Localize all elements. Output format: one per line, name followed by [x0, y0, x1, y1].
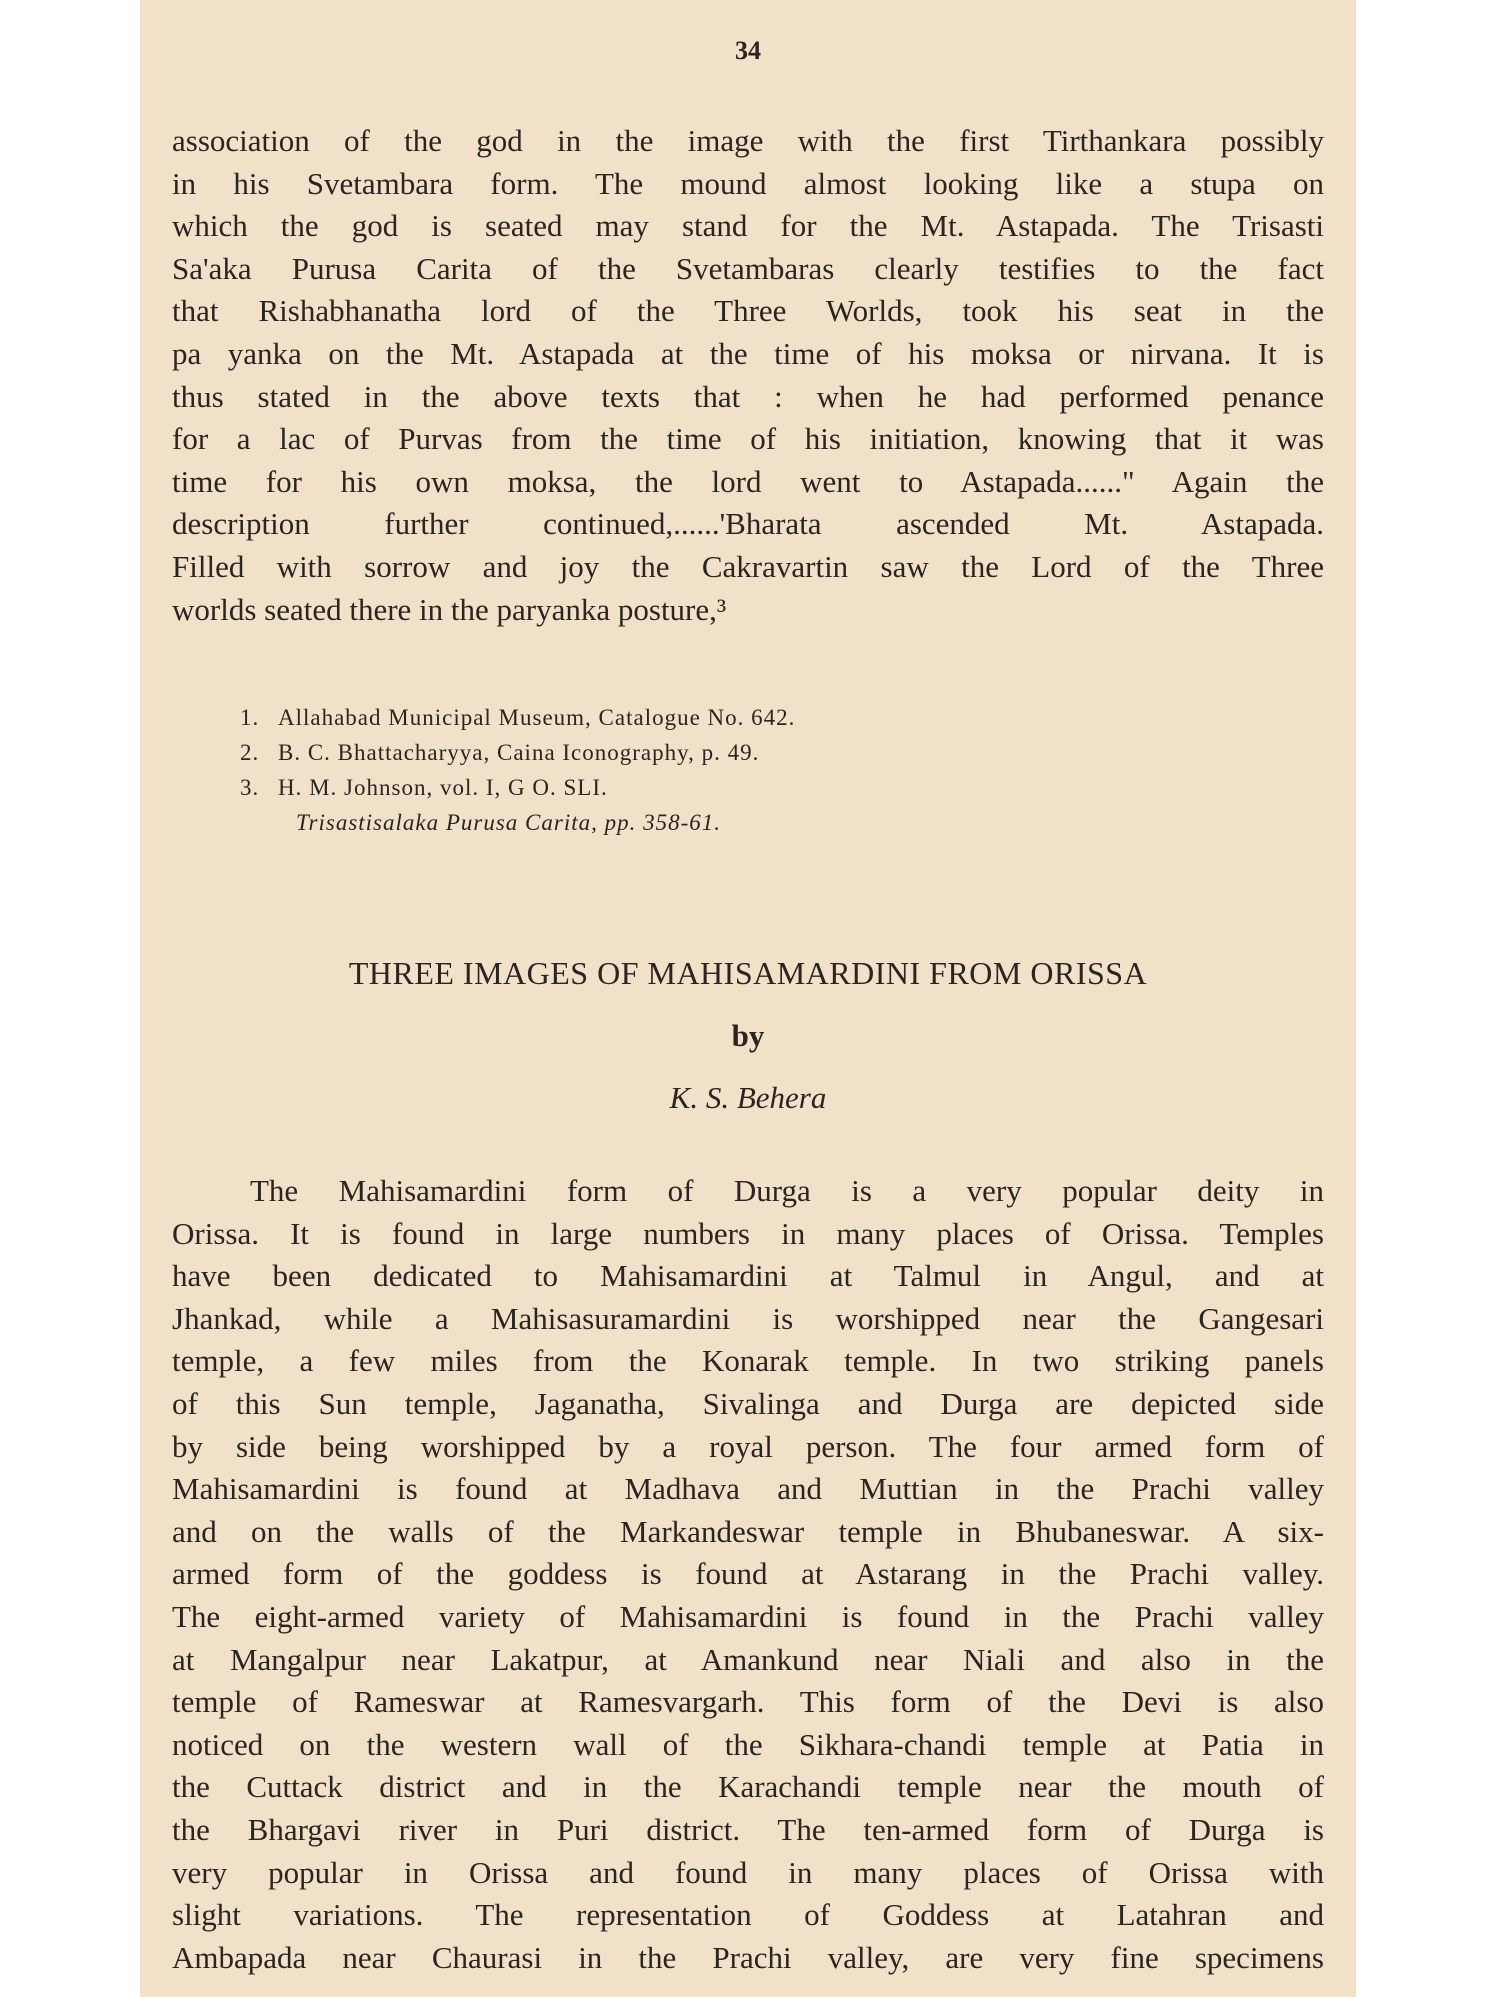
text-line: worlds seated there in the paryanka posture,³	[172, 591, 727, 627]
text-line: description further continued,......'Bharata ascended Mt. Astapada.	[172, 506, 1324, 542]
main-paragraph	[172, 1170, 1324, 1979]
text-line: time for his own moksa, the lord went to Astapada......" Again the	[172, 463, 1324, 499]
page-number: 34	[735, 36, 761, 65]
footnote-3	[240, 770, 1240, 805]
text-line: Sa'aka Purusa Carita of the Svetambaras clearly testifies to the fact	[172, 250, 1324, 286]
footnote-text: B. C. Bhattacharyya, Caina Iconography, p. 49.	[278, 740, 760, 765]
text-line: of this Sun temple, Jaganatha, Sivalinga and Durga are depicted side	[172, 1385, 1324, 1421]
text-line: the Bhargavi river in Puri district. The ten-armed form of Durga is	[172, 1811, 1324, 1847]
footnote-text: H. M. Johnson, vol. I, G O. SLI.	[278, 775, 608, 800]
footnote-number: 3.	[240, 775, 260, 800]
footnotes	[240, 700, 1240, 840]
scanned-page	[140, 0, 1356, 1997]
text-line: in his Svetambara form. The mound almost looking like a stupa on	[172, 165, 1324, 201]
text-line: at Mangalpur near Lakatpur, at Amankund near Niali and also in the	[172, 1641, 1324, 1677]
text-line: by side being worshipped by a royal person. The four armed form of	[172, 1428, 1324, 1464]
top-paragraph	[172, 120, 1324, 631]
text-line: Jhankad, while a Mahisasuramardini is worshipped near the Gangesari	[172, 1300, 1324, 1336]
text-line: noticed on the western wall of the Sikhara-chandi temple at Patia in	[172, 1726, 1324, 1762]
footnote-text: Trisastisalaka Purusa Carita, pp. 358-61.	[296, 810, 722, 835]
text-line: that Rishabhanatha lord of the Three Worlds, took his seat in the	[172, 293, 1324, 329]
text-line: The Mahisamardini form of Durga is a very popular deity in	[250, 1173, 1324, 1208]
text-line: armed form of the goddess is found at Astarang in the Prachi valley.	[172, 1556, 1324, 1592]
text-line: the Cuttack district and in the Karachandi temple near the mouth of	[172, 1769, 1324, 1805]
text-line: pa yanka on the Mt. Astapada at the time of his moksa or nirvana. It is	[172, 335, 1324, 371]
footnote-3-continued	[240, 805, 1240, 840]
text-line: and on the walls of the Markandeswar temple in Bhubaneswar. A six-	[172, 1513, 1324, 1549]
text-line: temple of Rameswar at Ramesvargarh. This form of the Devi is also	[172, 1684, 1324, 1720]
text-line: which the god is seated may stand for the Mt. Astapada. The Trisasti	[172, 208, 1324, 244]
footnote-number: 2.	[240, 740, 260, 765]
footnote-number: 1.	[240, 705, 260, 730]
text-line: temple, a few miles from the Konarak temple. In two striking panels	[172, 1343, 1324, 1379]
text-line: Filled with sorrow and joy the Cakravartin saw the Lord of the Three	[172, 548, 1324, 584]
text-line: Mahisamardini is found at Madhava and Muttian in the Prachi valley	[172, 1471, 1324, 1507]
text-line: slight variations. The representation of Goddess at Latahran and	[172, 1897, 1324, 1933]
article-author: K. S. Behera	[669, 1080, 827, 1115]
text-line: association of the god in the image with the first Tirthankara possibly	[172, 123, 1324, 158]
article-byline: by	[731, 1018, 765, 1053]
text-line: The eight-armed variety of Mahisamardini is found in the Prachi valley	[172, 1598, 1324, 1634]
footnote-text: Allahabad Municipal Museum, Catalogue No. 642.	[278, 705, 796, 730]
footnote-2	[240, 735, 1240, 770]
text-line: thus stated in the above texts that : when he had performed penance	[172, 378, 1324, 414]
text-line: for a lac of Purvas from the time of his initiation, knowing that it was	[172, 421, 1324, 457]
text-line: very popular in Orissa and found in many places of Orissa with	[172, 1854, 1324, 1890]
article-title: THREE IMAGES OF MAHISAMARDINI FROM ORISSA	[348, 955, 1148, 991]
text-line: Ambapada near Chaurasi in the Prachi valley, are very fine specimens	[172, 1939, 1324, 1975]
footnote-1	[240, 700, 1240, 735]
text-line: Orissa. It is found in large numbers in many places of Orissa. Temples	[172, 1215, 1324, 1251]
text-line: have been dedicated to Mahisamardini at Talmul in Angul, and at	[172, 1258, 1324, 1294]
